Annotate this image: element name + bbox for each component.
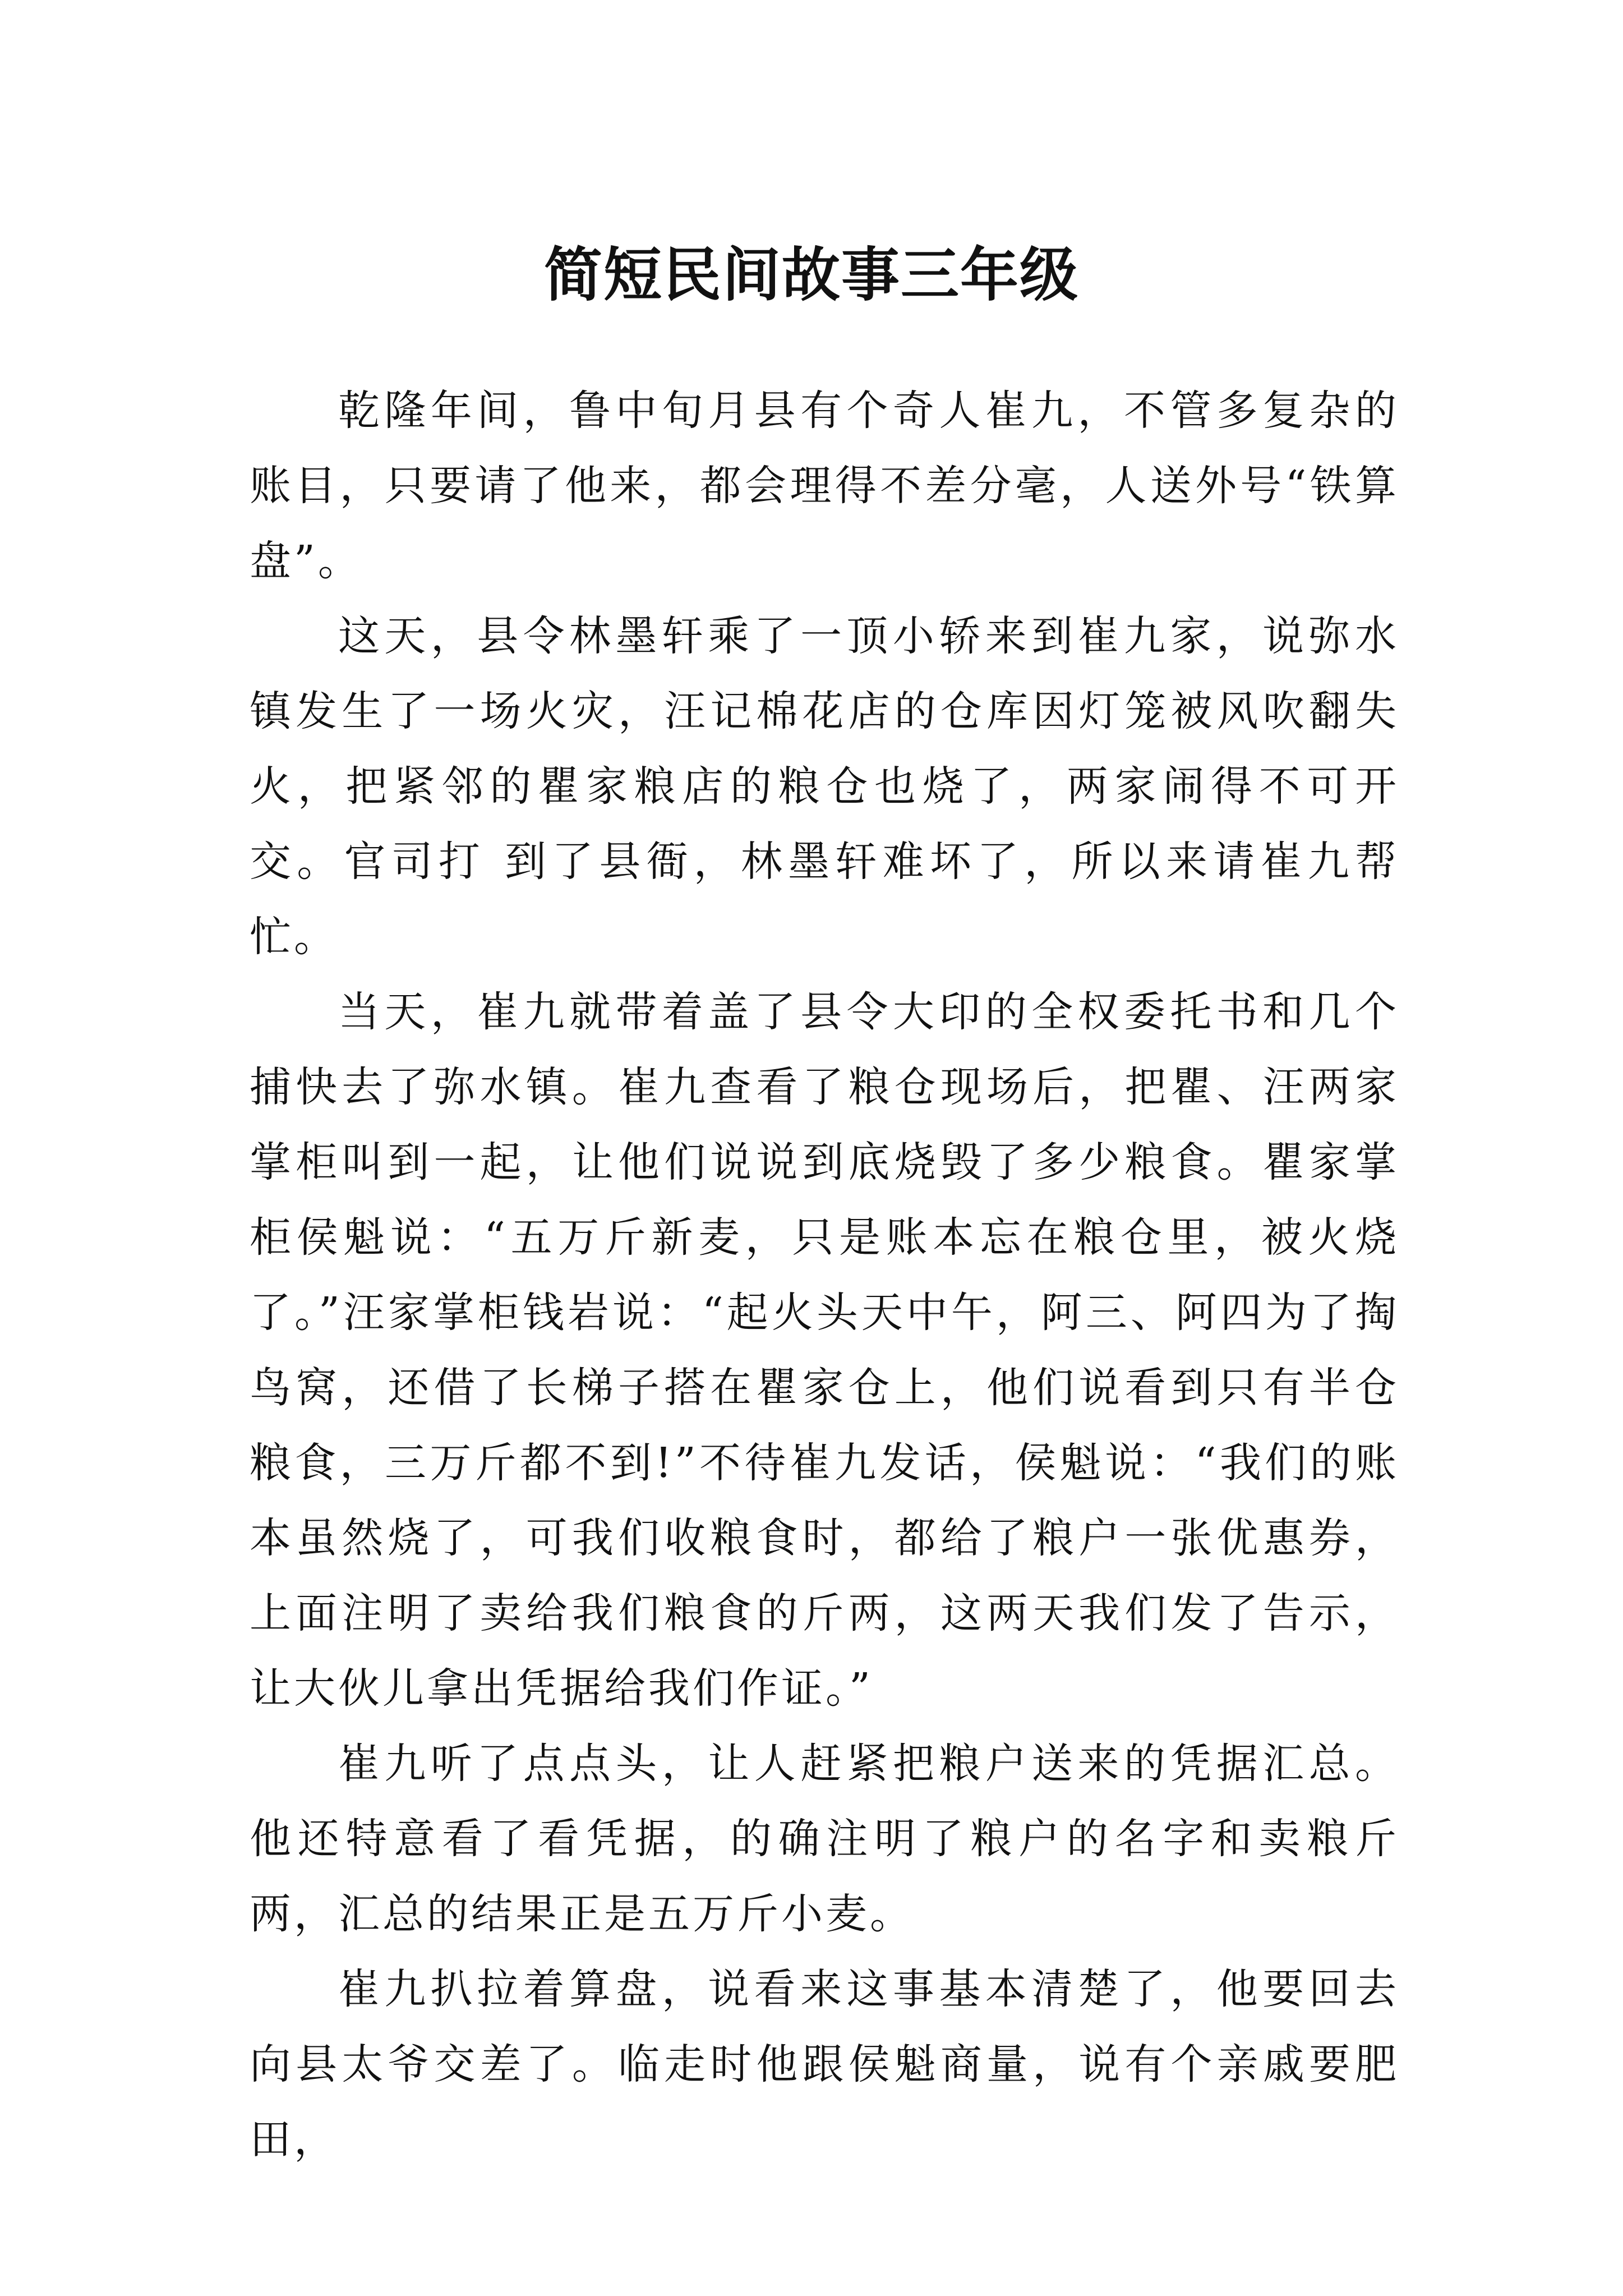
paragraph-5: 崔九扒拉着算盘，说看来这事基本清楚了，他要回去向县太爷交差了。临走时他跟侯魁商量，说有个亲戚要肥田，: [250, 1965, 1399, 2164]
paragraph-1: 乾隆年间，鲁中旬月县有个奇人崔九，不管多复杂的账目，只要请了他来，都会理得不差分毫，人送外号“铁算盘”。: [250, 386, 1399, 585]
page-title: 简短民间故事三年级: [543, 240, 1079, 309]
story-body: [250, 373, 1399, 2177]
paragraph-3: 当天，崔九就带着盖了县令大印的全权委托书和几个捕快去了弥水镇。崔九查看了粮仓现场后，把瞿、汪两家掌柜叫到一起，让他们说说到底烧毁了多少粮食。瞿家掌柜侯魁说：“五万斤新麦，只是账本忘在粮仓里，被火烧了。”汪家掌柜钱岩说：“起火头天中午，阿三、阿四为了掏鸟窝，还借了长梯子搭在瞿家仓上，他们说看到只有半仓粮食，三万斤都不到!”不待崔九发话，侯魁说：“我们的账本虽然烧了，可我们收粮食时，都给了粮户一张优惠券，上面注明了卖给我们粮食的斤两，这两天我们发了告示，让大伙儿拿出凭据给我们作证。”: [250, 988, 1399, 1713]
paragraph-2: 这天，县令林墨轩乘了一顶小轿来到崔九家，说弥水镇发生了一场火灾，汪记棉花店的仓库因灯笼被风吹翻失火，把紧邻的瞿家粮店的粮仓也烧了，两家闹得不可开交。官司打 到了县衙，林墨轩难坏了，所以来请崔九帮忙。: [250, 612, 1399, 961]
paragraph-4: 崔九听了点点头，让人赶紧把粮户送来的凭据汇总。他还特意看了看凭据，的确注明了粮户的名字和卖粮斤两，汇总的结果正是五万斤小麦。: [250, 1740, 1399, 1938]
